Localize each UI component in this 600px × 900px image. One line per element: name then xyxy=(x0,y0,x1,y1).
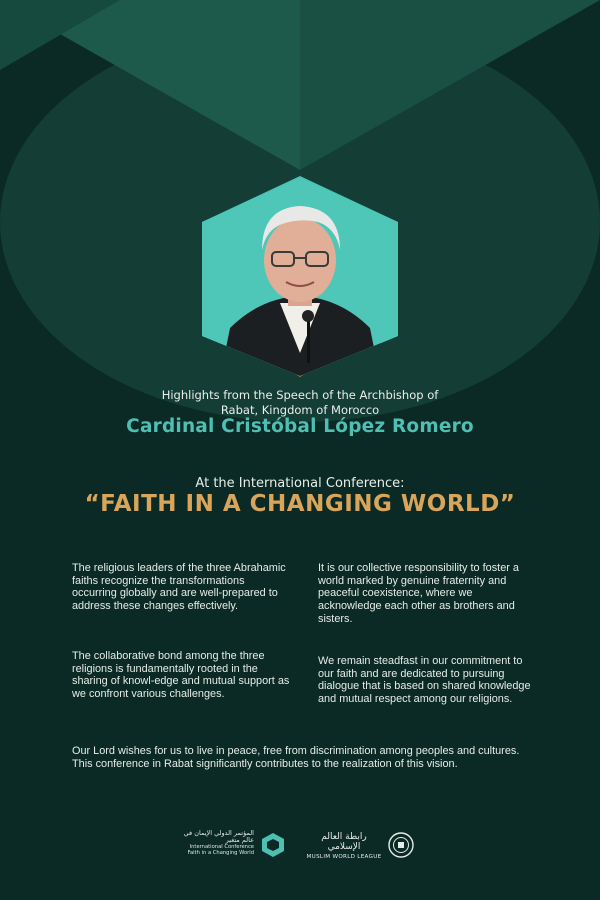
paragraph-left-2: The collaborative bond among the three religions is fundamentally rooted in the sharing of knowl-edge and mutual support as we confront various challenges. xyxy=(72,650,290,701)
conference-logo-english-1: International Conference xyxy=(189,844,254,850)
paragraph-right-1: It is our collective responsibility to foster a world marked by genuine fraternity and peaceful coexistence, where we acknowledge each other as brothers and sisters. xyxy=(318,562,519,625)
paragraph-bottom: Our Lord wishes for us to live in peace, free from discrimination among peoples and cultures. This conference in Rabat significantly contributes to the realization of this vision. xyxy=(72,745,520,770)
conference-hexagon-icon xyxy=(260,832,286,858)
paragraph-left-1: The religious leaders of the three Abrahamic faiths recognize the transformations occurring globally and are well-prepared to address these changes effectively. xyxy=(72,562,286,613)
speech-subtitle xyxy=(0,388,600,418)
conference-logo xyxy=(176,826,286,866)
speaker-portrait xyxy=(200,178,400,378)
conference-logo-arabic: المؤتمر الدولي الإيمان في عالم متغير xyxy=(183,829,254,844)
mwl-arabic-text: رابطة العالم الإسلامي xyxy=(321,832,367,852)
muslim-world-league-logo xyxy=(304,826,416,866)
mwl-english-text: MUSLIM WORLD LEAGUE xyxy=(306,854,382,860)
conference-title: “FAITH IN A CHANGING WORLD” xyxy=(84,491,516,517)
subtitle-line-2: Rabat, Kingdom of Morocco xyxy=(220,403,380,417)
subtitle-line-1: Highlights from the Speech of the Archbishop of xyxy=(161,388,439,402)
paragraph-right-2: We remain steadfast in our commitment to our faith and are dedicated to pursuing dialogue that is based on shared knowledge and mutual respect among our religions. xyxy=(318,655,531,706)
speaker-name: Cardinal Cristóbal López Romero xyxy=(126,416,474,437)
mwl-emblem-icon xyxy=(388,832,414,858)
conference-label: At the International Conference: xyxy=(195,476,405,491)
conference-logo-english-2: Faith in a Changing World xyxy=(187,850,254,856)
